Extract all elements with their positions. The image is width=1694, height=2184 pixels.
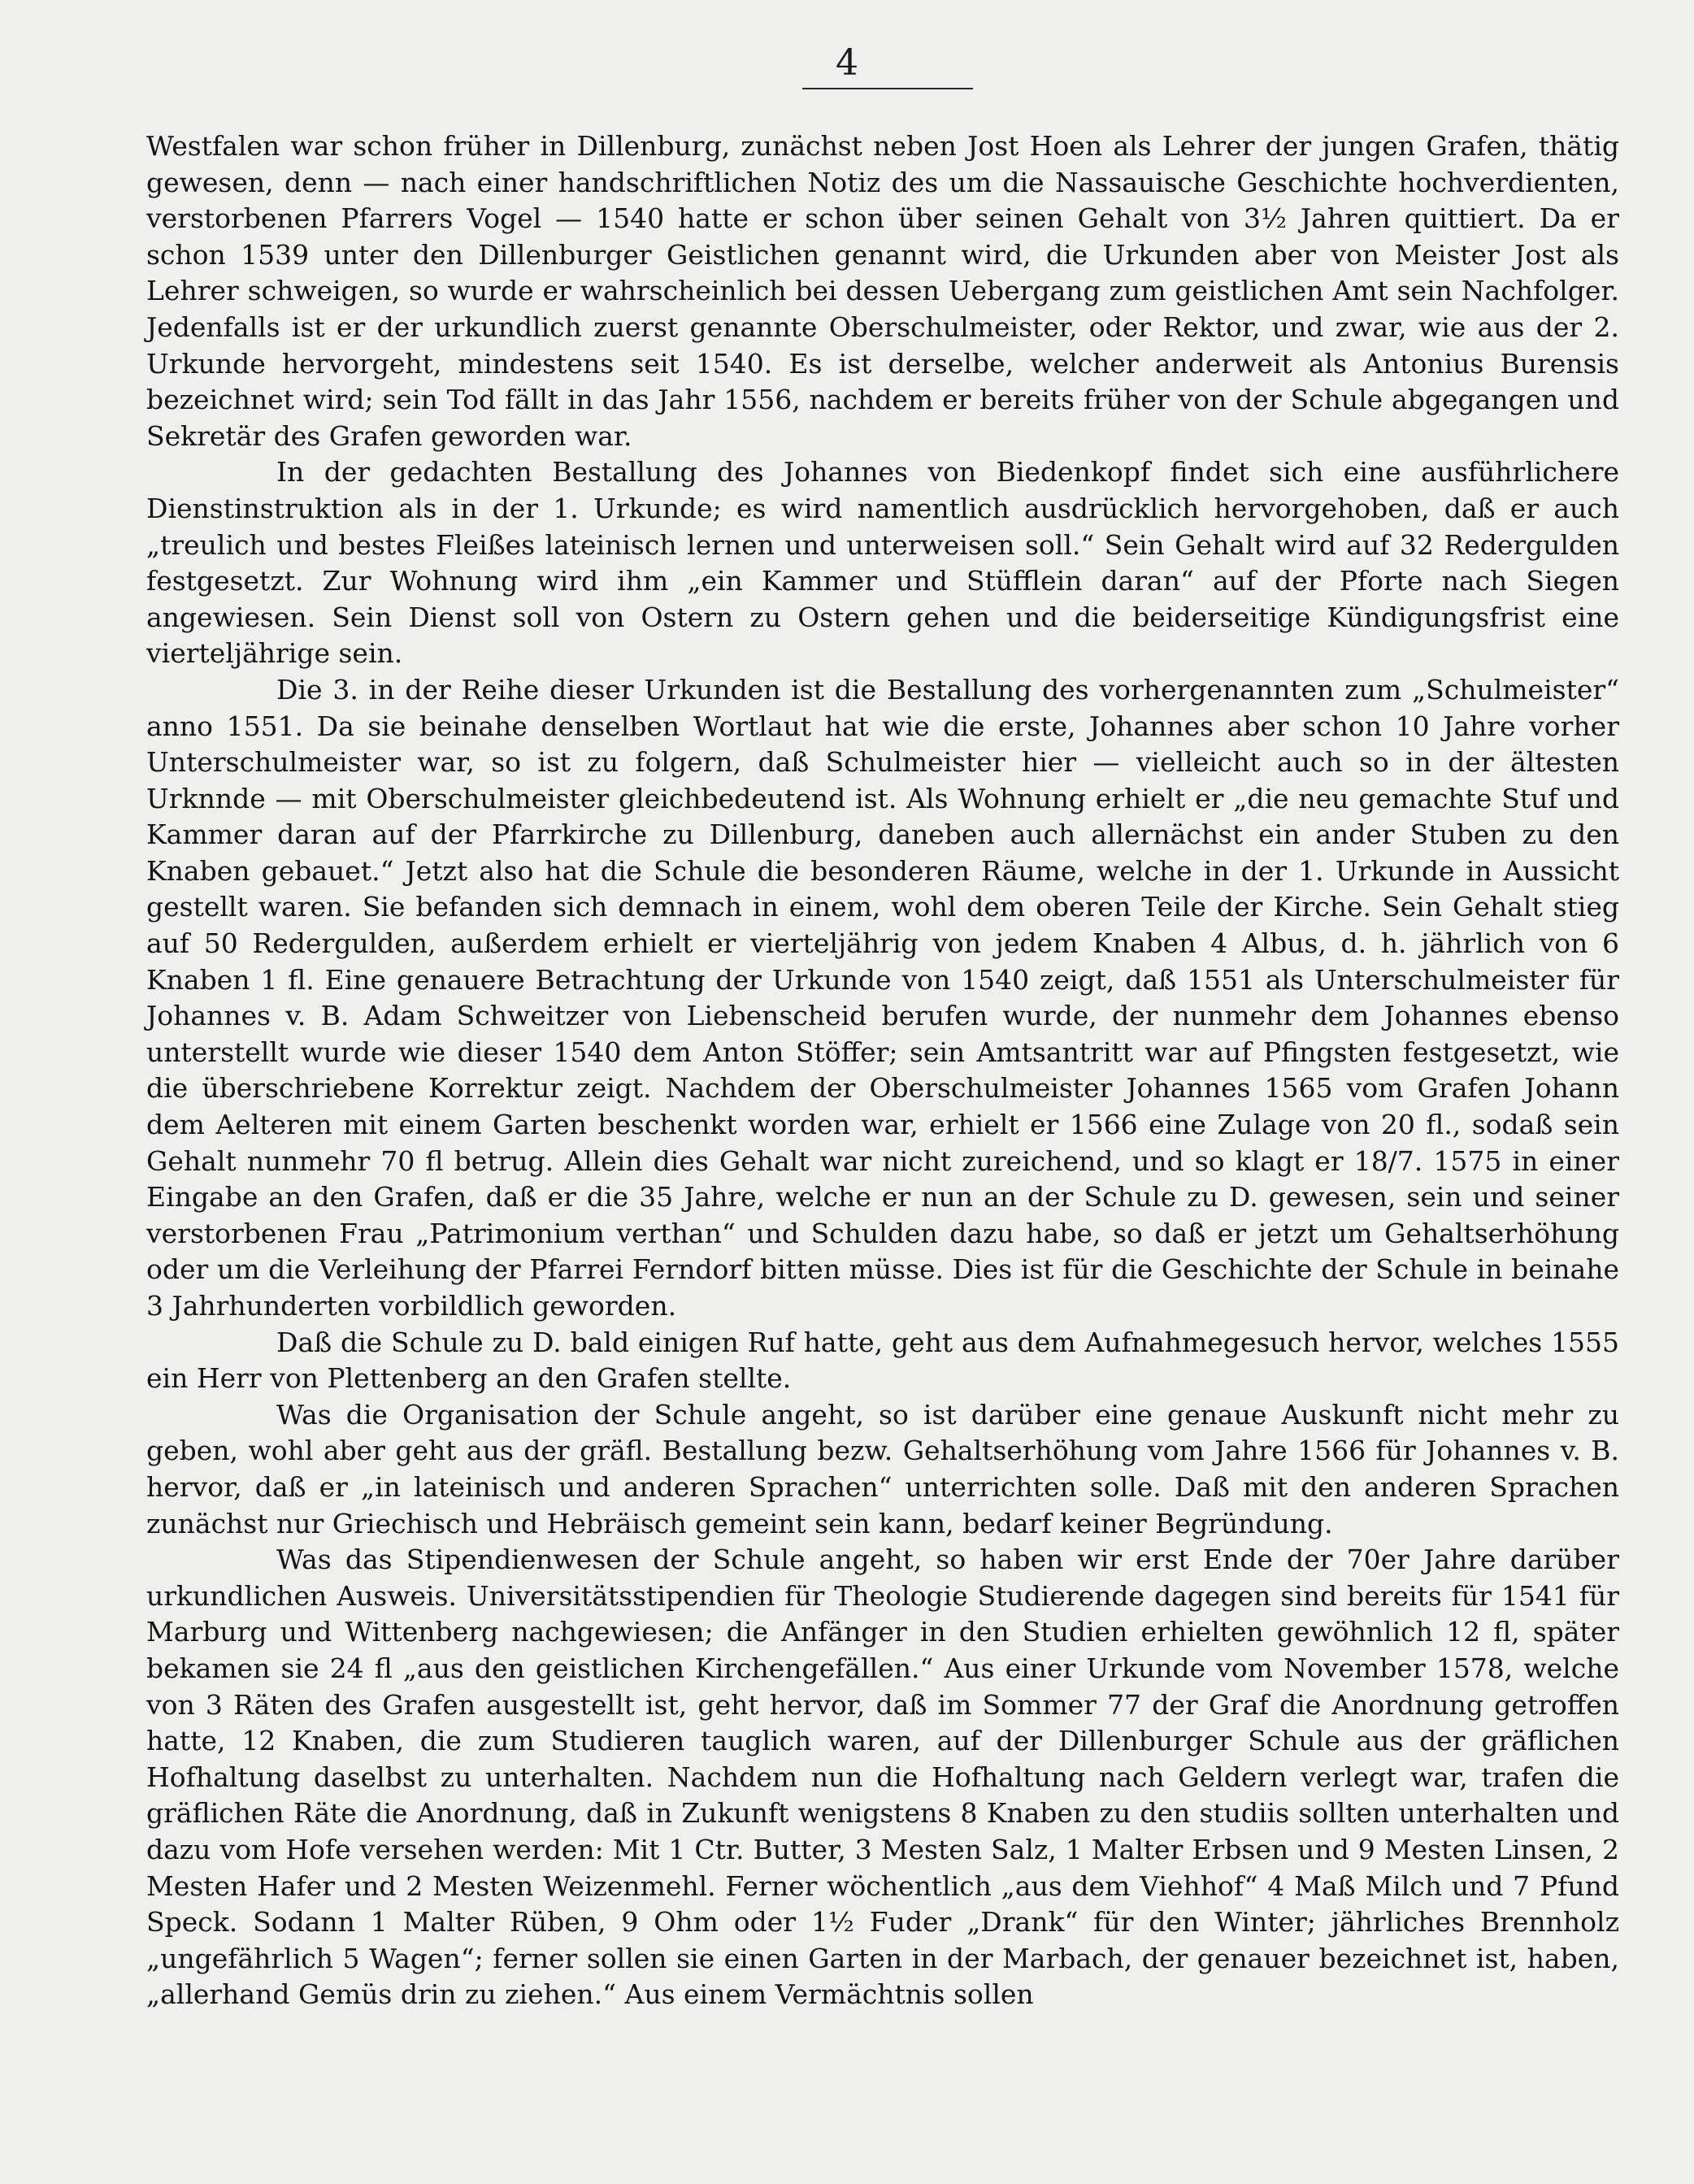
- paragraph: In der gedachten Bestallung des Johannes von Biedenkopf findet sich eine ausführlichere Dienstinstruktion als in der 1. Urkunde; es wird namentlich ausdrücklich hervorgehoben, daß er auch „treulich und bestes Fleißes lateinisch lernen und unterweisen soll.“ Sein Gehalt wird auf 32 Redergulden festgesetzt. Zur Wohnung wird ihm „ein Kammer und Stüfflein daran“ auf der Pforte nach Siegen angewiesen. Sein Dienst soll von Ostern zu Ostern gehen und die beiderseitige Kündigungsfrist eine vierteljährige sein.: [146, 456, 1619, 670]
- paragraph: Westfalen war schon früher in Dillenburg, zunächst neben Jost Hoen als Lehrer der jungen Grafen, thätig gewesen, denn — nach einer handschriftlichen Notiz des um die Nassauische Geschichte hochverdienten, verstorbenen Pfarrers Vogel — 1540 hatte er schon über seinen Gehalt von 3½ Jahren quittiert. Da er schon 1539 unter den Dillenburger Geistlichen genannt wird, die Urkunden aber von Meister Jost als Lehrer schweigen, so wurde er wahrscheinlich bei dessen Uebergang zum geistlichen Amt sein Nachfolger. Jedenfalls ist er der urkundlich zuerst genannte Oberschulmeister, oder Rektor, und zwar, wie aus der 2. Urkunde hervorgeht, mindestens seit 1540. Es ist derselbe, welcher anderweit als Antonius Burensis bezeichnet wird; sein Tod fällt in das Jahr 1556, nachdem er bereits früher von der Schule abgegangen und Sekretär des Grafen geworden war.: [146, 130, 1619, 452]
- paragraph: Die 3. in der Reihe dieser Urkunden ist die Bestallung des vorhergenannten zum „Schulmeister“ anno 1551. Da sie beinahe denselben Wortlaut hat wie die erste, Johannes aber schon 10 Jahre vorher Unterschulmeister war, so ist zu folgern, daß Schulmeister hier — vielleicht auch so in der ältesten Urknnde — mit Oberschulmeister gleichbedeutend ist. Als Wohnung erhielt er „die neu gemachte Stuf und Kammer daran auf der Pfarrkirche zu Dillenburg, daneben auch allernächst ein ander Stuben zu den Knaben gebauet.“ Jetzt also hat die Schule die besonderen Räume, welche in der 1. Urkunde in Aussicht gestellt waren. Sie befanden sich demnach in einem, wohl dem oberen Teile der Kirche. Sein Gehalt stieg auf 50 Redergulden, außerdem erhielt er vierteljährig von jedem Knaben 4 Albus, d. h. jährlich von 6 Knaben 1 fl. Eine genauere Betrachtung der Urkunde von 1540 zeigt, daß 1551 als Unterschulmeister für Johannes v. B. Adam Schweitzer von Liebenscheid berufen wurde, der nunmehr dem Johannes ebenso unterstellt wurde wie dieser 1540 dem Anton Stöffer; sein Amtsantritt war auf Pfingsten festgesetzt, wie die überschriebene Korrektur zeigt. Nachdem der Oberschulmeister Johannes 1565 vom Grafen Johann dem Aelteren mit einem Garten beschenkt worden war, erhielt er 1566 eine Zulage von 20 fl., sodaß sein Gehalt nunmehr 70 fl betrug. Allein dies Gehalt war nicht zureichend, und so klagt er 18/7. 1575 in einer Eingabe an den Grafen, daß er die 35 Jahre, welche er nun an der Schule zu D. gewesen, sein und seiner verstorbenen Frau „Patrimonium verthan“ und Schulden dazu habe, so daß er jetzt um Gehaltserhöhung oder um die Verleihung der Pfarrei Ferndorf bitten müsse. Dies ist für die Geschichte der Schule in beinahe 3 Jahrhunderten vorbildlich geworden.: [146, 673, 1619, 1322]
- page-number: 4: [836, 42, 858, 84]
- body-text: [146, 128, 1619, 2013]
- paragraph: Daß die Schule zu D. bald einigen Ruf hatte, geht aus dem Aufnahmegesuch hervor, welches 1555 ein Herr von Plettenberg an den Grafen stellte.: [146, 1326, 1619, 1395]
- header-rule: [802, 88, 973, 89]
- paragraph: Was das Stipendienwesen der Schule angeht, so haben wir erst Ende der 70er Jahre darüber urkundlichen Ausweis. Universitätsstipendien für Theologie Studierende dagegen sind bereits für 1541 für Marburg und Wittenberg nachgewiesen; die Anfänger in den Studien erhielten gewöhnlich 12 fl, später bekamen sie 24 fl „aus den geistlichen Kirchengefällen.“ Aus einer Urkunde vom November 1578, welche von 3 Räten des Grafen ausgestellt ist, geht hervor, daß im Sommer 77 der Graf die Anordnung getroffen hatte, 12 Knaben, die zum Studieren tauglich waren, auf der Dillenburger Schule aus der gräflichen Hofhaltung daselbst zu unterhalten. Nachdem nun die Hofhaltung nach Geldern verlegt war, trafen die gräflichen Räte die Anordnung, daß in Zukunft wenigstens 8 Knaben zu den studiis sollten unterhalten und dazu vom Hofe versehen werden: Mit 1 Ctr. Butter, 3 Mesten Salz, 1 Malter Erbsen und 9 Mesten Linsen, 2 Mesten Hafer und 2 Mesten Weizenmehl. Ferner wöchentlich „aus dem Viehhof“ 4 Maß Milch und 7 Pfund Speck. Sodann 1 Malter Rüben, 9 Ohm oder 1½ Fuder „Drank“ für den Winter; jährliches Brennholz „ungefährlich 5 Wagen“; ferner sollen sie einen Garten in der Marbach, der genauer bezeichnet ist, haben, „allerhand Gemüs drin zu ziehen.“ Aus einem Vermächtnis sollen: [146, 1544, 1619, 2011]
- paragraph: Was die Organisation der Schule angeht, so ist darüber eine genaue Auskunft nicht mehr zu geben, wohl aber geht aus der gräfl. Bestallung bezw. Gehaltserhöhung vom Jahre 1566 für Johannes v. B. hervor, daß er „in lateinisch und anderen Sprachen“ unterrichten solle. Daß mit den anderen Sprachen zunächst nur Griechisch und Hebräisch gemeint sein kann, bedarf keiner Begründung.: [146, 1398, 1619, 1539]
